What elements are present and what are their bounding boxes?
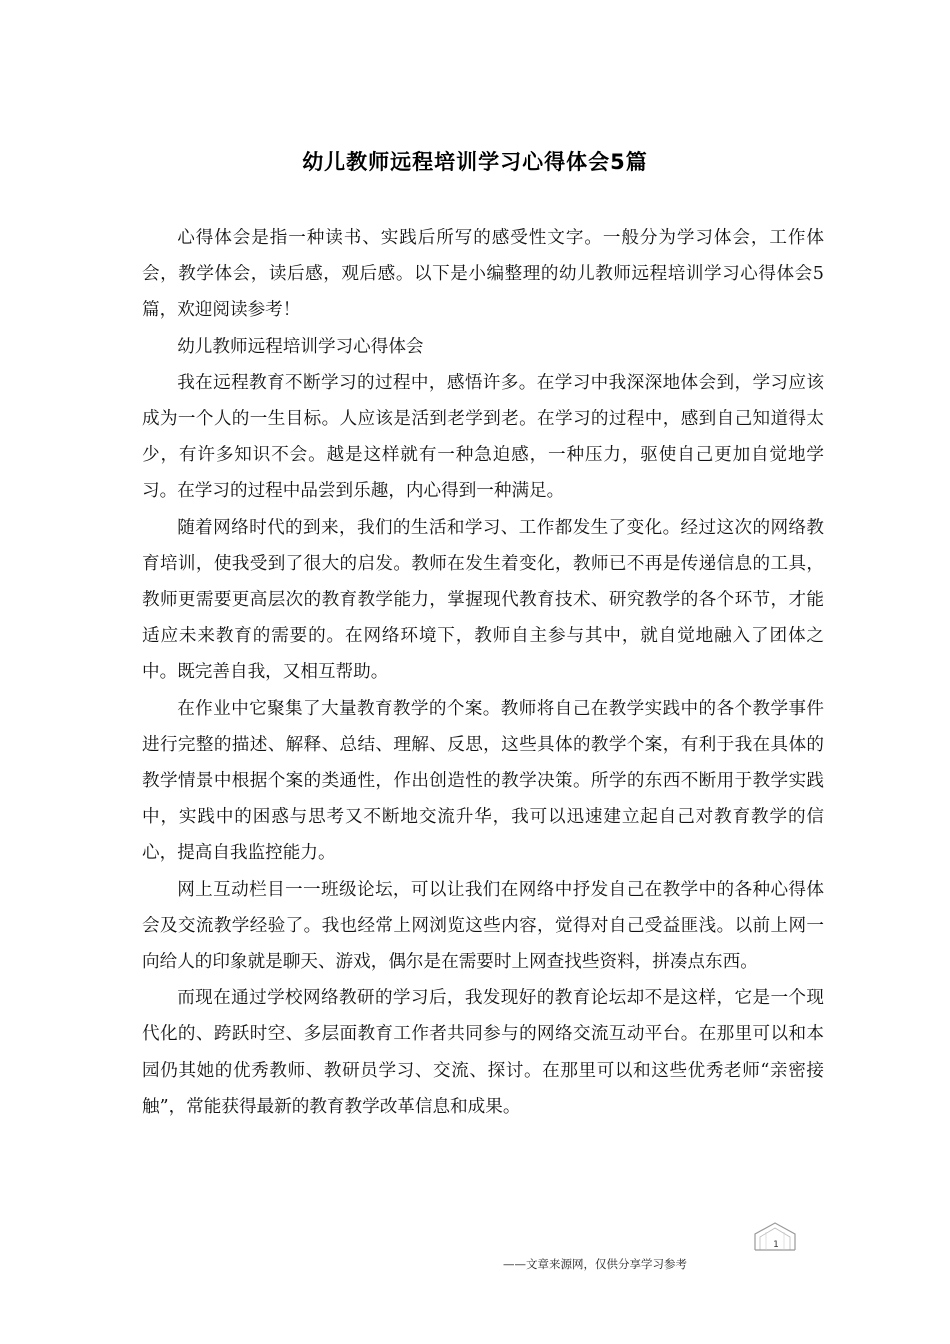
- page-title: 幼儿教师远程培训学习心得体会5篇: [302, 150, 648, 174]
- paragraph: 而现在通过学校网络教研的学习后，我发现好的教育论坛却不是这样，它是一个现代化的、跨跃时空、多层面教育工作者共同参与的网络交流互动平台。在那里可以和本园仍其她的优秀教师、教研员学习、交流、探讨。在那里可以和这些优秀老师“亲密接触”，常能获得最新的教育教学改革信息和成果。: [142, 988, 824, 1117]
- page-number: 1: [773, 1240, 779, 1250]
- section-heading: 幼儿教师远程培训学习心得体会: [177, 336, 424, 357]
- source-note: ——文章来源网，仅供分享学习参考: [503, 1257, 687, 1271]
- paragraph: 我在远程教育不断学习的过程中，感悟许多。在学习中我深深地体会到，学习应该成为一个人的一生目标。人应该是活到老学到老。在学习的过程中，感到自己知道得太少，有许多知识不会。越是这样就有一种急迫感，一种压力，驱使自己更加自觉地学习。在学习的过程中品尝到乐趣，内心得到一种满足。: [142, 372, 824, 502]
- paragraph: 随着网络时代的到来，我们的生活和学习、工作都发生了变化。经过这次的网络教育培训，使我受到了很大的启发。教师在发生着变化，教师已不再是传递信息的工具，教师更需要更高层次的教育教学能力，掌握现代教育技术、研究教学的各个环节，才能适应未来教育的需要的。在网络环境下，教师自主参与其中，就自觉地融入了团体之中。既完善自我，又相互帮助。: [142, 517, 824, 683]
- article-body: [142, 220, 824, 1125]
- paragraph: 网上互动栏目一一班级论坛，可以让我们在网络中抒发自己在教学中的各种心得体会及交流教学经验了。我也经常上网浏览这些内容，觉得对自己受益匪浅。以前上网一向给人的印象就是聊天、游戏，偶尔是在需要时上网查找些资料，拼凑点东西。: [142, 879, 824, 973]
- paragraph-intro: 心得体会是指一种读书、实践后所写的感受性文字。一般分为学习体会，工作体会，教学体会，读后感，观后感。以下是小编整理的幼儿教师远程培训学习心得体会5篇，欢迎阅读参考！: [142, 228, 824, 321]
- paragraph: 在作业中它聚集了大量教育教学的个案。教师将自己在教学实践中的各个教学事件进行完整的描述、解释、总结、理解、反思，这些具体的教学个案，有利于我在具体的教学情景中根据个案的类通性，作出创造性的教学决策。所学的东西不断用于教学实践中，实践中的困惑与思考又不断地交流升华，我可以迅速建立起自己对教育教学的信心，提高自我监控能力。: [142, 698, 824, 864]
